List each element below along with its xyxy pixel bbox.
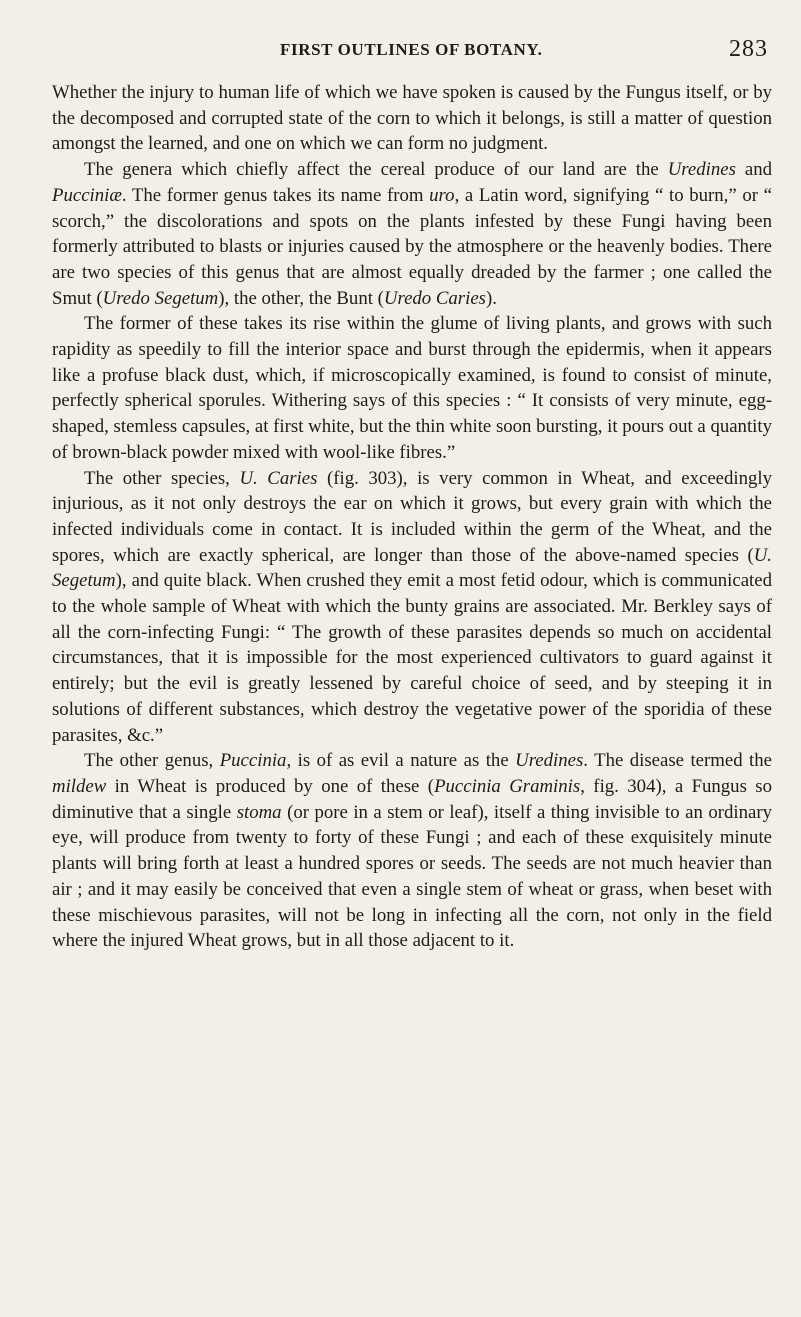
paragraph-text-part: ), and quite black. When crushed they emit a most fetid odour, which is communicated to the whole sample of Wheat with which the bunty grains are associated. Mr. Berkley says of all the corn-infecting Fungi: “ The growth of these parasites depends so much on accidental circumstances, that it is impossible for the most experienced cultivators to guard against it entirely; but the evil is greatly lessened by careful choice of seed, and by steeping it in solutions of different substances, which destroy the vegetative power of the sporidia of these parasites, &c.” xyxy=(52,570,772,746)
paragraph-text-part: and xyxy=(735,159,772,181)
paragraph-injury xyxy=(52,80,772,157)
paragraph-text-part: , fig. 304), a Fungus so diminutive that a single xyxy=(52,775,772,823)
species-term: Uredo Caries xyxy=(383,287,486,309)
species-term: Puccinia Graminis xyxy=(434,775,581,797)
paragraph-text-part: The other species, xyxy=(84,467,240,489)
paragraph-genera xyxy=(52,157,772,311)
paragraph-text-part: ). xyxy=(485,287,497,309)
paragraph-text-part: The genera which chiefly affect the cereal produce of our land are the xyxy=(84,159,668,181)
page-number: 283 xyxy=(729,36,768,62)
disease-term: mildew xyxy=(52,775,107,797)
paragraph-text: The former of these takes its rise within the glume of living plants, and grows with such rapidity as speedily to fill the interior space and burst through the epidermis, when it appears like a profuse black dust, which, if microscopically examined, is found to consist of minute, perfectly spherical sporules. Withering says of this species : “ It consists of very minute, egg-shaped, stemless capsules, at first white, but the thin white soon bursting, it pours out a quantity of brown-black powder mixed with wool-like fibres.” xyxy=(52,313,772,463)
paragraph-puccinia xyxy=(52,748,772,954)
book-page xyxy=(52,36,773,954)
genus-term: Uredines xyxy=(667,159,736,181)
anatomy-term: stoma xyxy=(236,801,282,823)
paragraph-text-part: . The disease termed the xyxy=(583,750,772,772)
genus-term: Uredines xyxy=(515,750,584,772)
latin-term: uro xyxy=(429,184,455,206)
species-term: Uredo Segetum xyxy=(102,287,219,309)
species-term: U. Caries xyxy=(239,467,318,489)
paragraph-text-part: (or pore in a stem or leaf), itself a thing invisible to an ordinary eye, will produce from twenty to forty of these Fungi ; and each of these exquisitely minute plants will bring forth at least a hundred spores or seeds. The seeds are not much heavier than air ; and it may easily be conceived that even a single stem of wheat or grass, when beset with these mischievous parasites, will not be long in infecting all the corn, not only in the field where the injured Wheat grows, but in all those adjacent to it. xyxy=(52,801,772,952)
paragraph-text-part: (fig. 303), is very common in Wheat, and exceedingly injurious, as it not only destroys the ear on which it grows, but every grain with which the infected individuals come in contact. It is included within the germ of the Wheat, and the spores, which are exactly spherical, are longer than those of the above-named species ( xyxy=(52,467,773,566)
paragraph-text-part: , is of as evil a nature as the xyxy=(286,750,516,772)
paragraph-text-part: ), the other, the Bunt ( xyxy=(218,287,384,309)
species-term: U. Segetum xyxy=(52,544,772,592)
paragraph-text: Whether the injury to human life of which we have spoken is caused by the Fungus itself, or by the decomposed and corrupted state of the corn to which it belongs, is still a matter of question amongst the learned, and one on which we can form no judgment. xyxy=(52,82,772,155)
paragraph-text-part: , a Latin word, signifying “ to burn,” or “ scorch,” the discolorations and spots on the plants infested by these Fungi having been formerly attributed to blasts or injuries caused by the atmosphere or the heavenly bodies. There are two species of this genus that are almost equally dreaded by the farmer ; one called the Smut ( xyxy=(52,184,773,309)
paragraph-text-part: . The former genus takes its name from xyxy=(121,184,430,206)
paragraph-text-part: in Wheat is produced by one of these ( xyxy=(106,775,435,797)
paragraph-smut xyxy=(52,311,772,465)
running-title: FIRST OUTLINES OF BOTANY. xyxy=(280,40,543,59)
paragraph-bunt xyxy=(52,466,772,749)
running-header xyxy=(52,36,772,80)
genus-term: Pucciniæ xyxy=(52,184,122,206)
paragraph-text-part: The other genus, xyxy=(84,750,220,772)
genus-term: Puccinia xyxy=(219,750,287,772)
